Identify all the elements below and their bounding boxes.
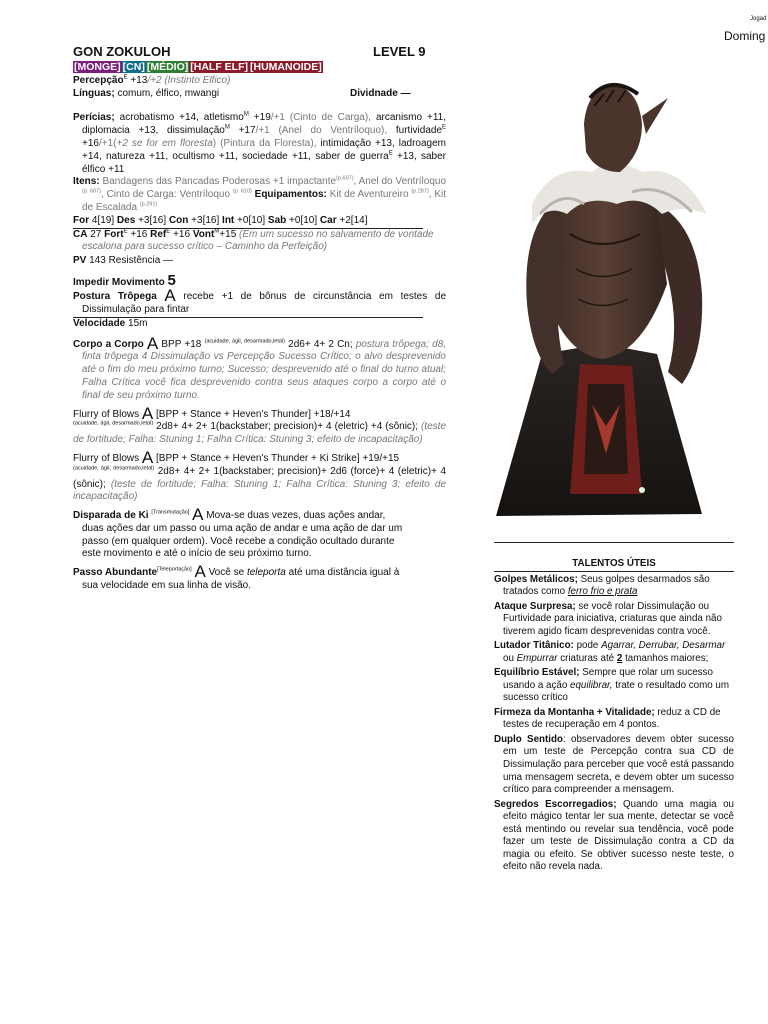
stat-block (73, 44, 446, 593)
talent-duplo-sentido: Duplo Sentido: observadores devem obter sucesso em um teste de Percepção contra sua CD de Dissimulação para perceber que você está passando uma mensagem secreta, e devem obter um sucesso crítico para compreender a mensagem. (494, 733, 734, 796)
divider-line (494, 542, 734, 543)
action-icon: A (146, 333, 159, 353)
flurry-of-blows-2: Flurry of Blows A [BPP + Stance + Heven's Thunder + Ki Strike] +19/+15 $^{(acuidade, ágil, desarmado,letal)}$ 2d8+ 4+ 2+ 1(backstaber; precision)+ 2d6 (force)+ 4 (eletric)+ 4 (sônic); (teste de fortitude; Falha: Stuning 1; Falha Crítica: Stuning 3; efeito de incapacitação) (73, 447, 447, 503)
action-icon: A (141, 447, 154, 467)
divinity-label: Dividnade — (350, 87, 411, 99)
header-row (73, 44, 446, 60)
items-block: Itens: Bandagens das Pancadas Poderosas +1 impactante$^{(p.607)}$, Anel do Ventríloquo $^{(p. 607)}$, Cinto de Carga: Ventríloquo $^{(p. 610)}$ Equipamentos: Kit de Aventureiro $^{(p.287)}$, Kit de Escalada $^{(p.291)}$ (73, 176, 447, 213)
talent-golpes: Golpes Metálicos; Seus golpes desarmados são tratados como ferro frio e prata (494, 573, 710, 598)
perception-line: Percepção$^E$ +13/+2 (Instinto Elfico) (73, 74, 231, 86)
hp-line: PV 143 Resistência — (73, 255, 174, 267)
action-icon: A (141, 403, 154, 423)
corpo-a-corpo: Corpo a Corpo A BPP +18 $^{(acuidade, ágil, desarmado,letal)}$ 2d6+ 4+ 2 Cn; postura trôpega; d8, finta trôpega 4 Dissimulação vs Percepção Sucesso Crítico; o alvo desprevenido até o fim do meu próximo turno; Sucesso; desprevenido até o final do turno atual; Falha Crítica você fica desprevenido contra seus ataques corpo a corpo até o final de seu próximo turno. (73, 333, 447, 401)
talent-ataque: Ataque Surpresa; se você rolar Dissimulação ou Furtividade para iniciativa, criaturas que ainda não tiverem agido ficam desprevenidas contra você. (494, 600, 722, 637)
action-icon: A (194, 562, 206, 582)
impedir-line: Impedir Movimento 5 (73, 271, 176, 289)
day-label: Doming (724, 29, 766, 43)
action-icon: A (164, 286, 176, 306)
postura-line: Postura Trôpega A recebe +1 de bônus de circunstância em testes de Dissimulação para fintar (73, 286, 447, 315)
passo-abundante: Passo Abundante[Teleportação] A Você se teleporta até uma distância igual à sua velocidade em sua linha de visão. (73, 562, 400, 592)
character-portrait (492, 54, 748, 520)
talent-firmeza: Firmeza da Montanha + Vitalidade; reduz a CD de testes de recuperação em 4 pontos. (494, 706, 721, 731)
action-icon: A (192, 505, 204, 525)
talents-panel (494, 558, 734, 874)
talent-segredos: Segredos Escorregadios; Quando uma magia ou efeito mágico tentar ler sua mente, detectar se você está mentindo ou revelar sua tendência, você pode fazer um teste de Dissimulação contra a CD da magia ou efeito. Se obtiver sucesso neste teste, o efeito não revela nada. (494, 798, 735, 873)
talent-equilibrio: Equilíbrio Estável; Sempre que rolar um sucesso usando a ação equilibrar, trate o resultado como um sucesso crítico (494, 667, 730, 704)
languages-line: Línguas; comum, élfico, mwangi Dividnade — (73, 87, 411, 99)
tag-cn: [CN] (122, 61, 145, 73)
tag-humanoide: [HUMANOIDE] (250, 61, 322, 73)
trait-tags (73, 61, 446, 75)
tag-monge: [MONGE] (74, 61, 121, 73)
character-name: GON ZOKULOH (73, 44, 171, 59)
speed-line: Velocidade 15m (73, 317, 423, 331)
tag-medio: [MÉDIO] (146, 61, 189, 73)
attributes-line: For 4[19] Des +3[16] Con +3[16] Int +0[10] Sab +0[10] Car +2[14] (73, 215, 423, 229)
flurry-of-blows-1: Flurry of Blows A [BPP + Stance + Heven's Thunder] +18/+14 $^{(acuidade, ágil, desarmado,letal)}$ 2d8+ 4+ 2+ 1(backstaber; precision)+ 4 (eletric) +4 (sônic); (teste de fortitude; Falha: Stuning 1; Falha Crítica: Stuning 3; efeito de incapacitação) (73, 403, 447, 446)
tag-half-elf: [HALF ELF] (190, 61, 249, 73)
talents-title: TALENTOS ÚTEIS (494, 558, 734, 572)
disparada-de-ki: Disparada de Ki [Transmutação] A Mova-se duas vezes, duas ações andar, duas ações dar um passo ou uma ação de andar e uma ação de dar um passo (em qualquer ordem). Você recebe a condição ocultado durante este movimento e até o início de seu próximo turno. (73, 505, 403, 560)
talent-lutador: Lutador Titânico: pode Agarrar, Derrubar, Desarmar ou Empurrar criaturas até 2 tamanhos maiores; (494, 640, 726, 664)
defense-line: CA 27 Fort$^E$ +16 Ref$^E$ +16 Vont$^M$+15 (Em um sucesso no salvamento de vontade escalona para sucesso crítico – Caminho da Perfeição) (73, 228, 434, 253)
character-level: LEVEL 9 (373, 44, 426, 59)
skills-block: Perícias; acrobatismo +14, atletismo$^M$ +19/+1 (Cinto de Carga), arcanismo +11, diplomacia +13, dissimulação$^M$ +17/+1 (Anel do Ventríloquo), furtividade$^E$ +16/+1(+2 se for em floresta) (Pintura da Floresta), intimidação +13, ladroagem +14, natureza +11, ocultismo +11, sociedade +11, saber de guerra$^E$ +13, saber élfico +11 (73, 112, 447, 175)
player-label: Jogad (750, 16, 767, 22)
